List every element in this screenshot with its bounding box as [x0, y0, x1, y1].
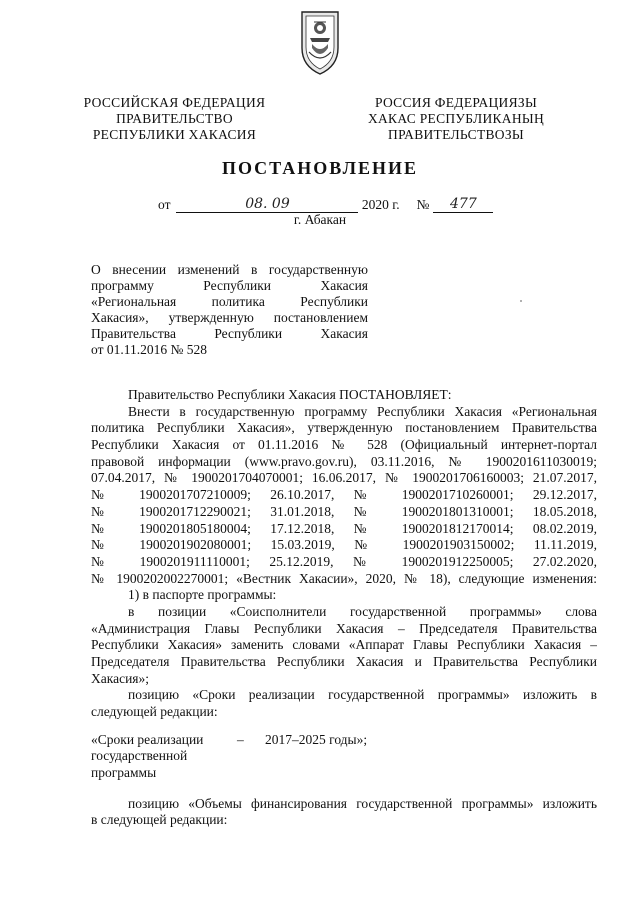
- header-right-block: [356, 95, 556, 143]
- body-line: следующей редакции:: [91, 704, 218, 720]
- header-right-line-2: ХАКАС РЕСПУБЛИКАНЫҢ: [367, 111, 545, 126]
- term-label-2: государственной: [91, 748, 188, 764]
- body-line: Внести в государственную программу Республики Хакасия «Региональная: [128, 403, 597, 419]
- term-label-1: «Сроки реализации: [91, 731, 204, 747]
- body-line: в следующей редакции:: [91, 812, 228, 828]
- body-line: Хакасия»;: [91, 670, 150, 686]
- subject-block: [91, 262, 368, 358]
- body-line: Председателя Правительства Республики Хакасия и Правительства Республики: [91, 654, 597, 669]
- body-line: Правительство Республики Хакасия ПОСТАНОВЛЯЕТ:: [128, 387, 452, 402]
- body-line: № 1900202002270001; «Вестник Хакасии», 2020, № 18), следующие изменения:: [91, 570, 597, 586]
- header-left-block: [72, 95, 277, 143]
- body-line: Республики Хакасия» заменить словами «Аппарат Главы Республики Хакасия –: [91, 637, 597, 653]
- scan-speck: [520, 300, 522, 302]
- date-prefix: от: [158, 197, 171, 212]
- body-line: политика Республики Хакасия», утвержденную постановлением Правительства: [91, 420, 597, 436]
- term-value: 2017–2025 годы»;: [265, 731, 368, 747]
- body-line: № 1900201805180004; 17.12.2018, № 1900201812170014; 08.02.2019,: [91, 520, 597, 536]
- body-line: № 1900201911110001; 25.12.2019, № 1900201912250005; 27.02.2020,: [91, 553, 597, 569]
- header-right-line-1: РОССИЯ ФЕДЕРАЦИЯЗЫ: [374, 95, 538, 110]
- body-line: № 1900201712290021; 31.01.2018, № 1900201801310001; 18.05.2018,: [91, 503, 597, 519]
- header-left-line-3: РЕСПУБЛИКИ ХАКАСИЯ: [92, 127, 257, 142]
- subject-line: от 01.11.2016 № 528: [91, 342, 207, 357]
- body-line: правовой информации (www.pravo.gov.ru), 03.11.2016, № 1900201611030019;: [91, 453, 597, 469]
- header-left-line-2: ПРАВИТЕЛЬСТВО: [116, 111, 233, 126]
- body-line: 1) в паспорте программы:: [128, 587, 277, 603]
- body-line: в позиции «Соисполнители государственной программы» слова: [128, 603, 597, 619]
- subject-line: Правительства Республики Хакасия: [91, 326, 368, 341]
- term-row-first: [91, 731, 204, 749]
- subject-line: программу Республики Хакасия: [91, 278, 368, 293]
- term-dash: –: [237, 731, 244, 747]
- body-line: № 1900201707210009; 26.10.2017, № 1900201710260001; 29.12.2017,: [91, 487, 597, 503]
- year-label: 2020 г.: [361, 197, 400, 212]
- body-line: Республики Хакасия от 01.11.2016 № 528 (Официальный интернет-портал: [91, 437, 597, 453]
- body-line: 07.04.2017, № 1900201704070001; 16.06.2017, № 1900201706160003; 21.07.2017,: [91, 470, 597, 486]
- coat-of-arms-emblem: [298, 8, 342, 76]
- body-line: «Администрация Главы Республики Хакасия – Председателя Правительства: [91, 620, 597, 636]
- number-sign: №: [416, 197, 430, 212]
- date-field: 08. 09: [176, 196, 358, 213]
- spacer: [91, 782, 597, 796]
- date-number-line: [158, 196, 493, 213]
- subject-line: О внесении изменений в государственную: [91, 262, 368, 277]
- term-table: [91, 732, 597, 782]
- subject-line: Хакасия», утвержденную постановлением: [91, 310, 368, 325]
- city-label: г. Абакан: [293, 212, 347, 227]
- body-line: № 1900201902080001; 15.03.2019, № 1900201903150002; 11.11.2019,: [91, 537, 597, 553]
- body-line: позицию «Объемы финансирования государственной программы» изложить: [128, 795, 597, 811]
- number-field: 477: [433, 196, 493, 213]
- header-right-line-3: ПРАВИТЕЛЬСТВОЗЫ: [388, 127, 524, 142]
- document-title: ПОСТАНОВЛЕНИЕ: [221, 158, 419, 178]
- body-text: [91, 387, 597, 829]
- header-left-line-1: РОССИЙСКАЯ ФЕДЕРАЦИЯ: [83, 95, 266, 110]
- subject-line: «Региональная политика Республики: [91, 294, 368, 309]
- body-line: позицию «Сроки реализации государственной программы» изложить в: [128, 687, 597, 703]
- term-label-3: программы: [91, 764, 157, 780]
- spacer: [91, 721, 597, 732]
